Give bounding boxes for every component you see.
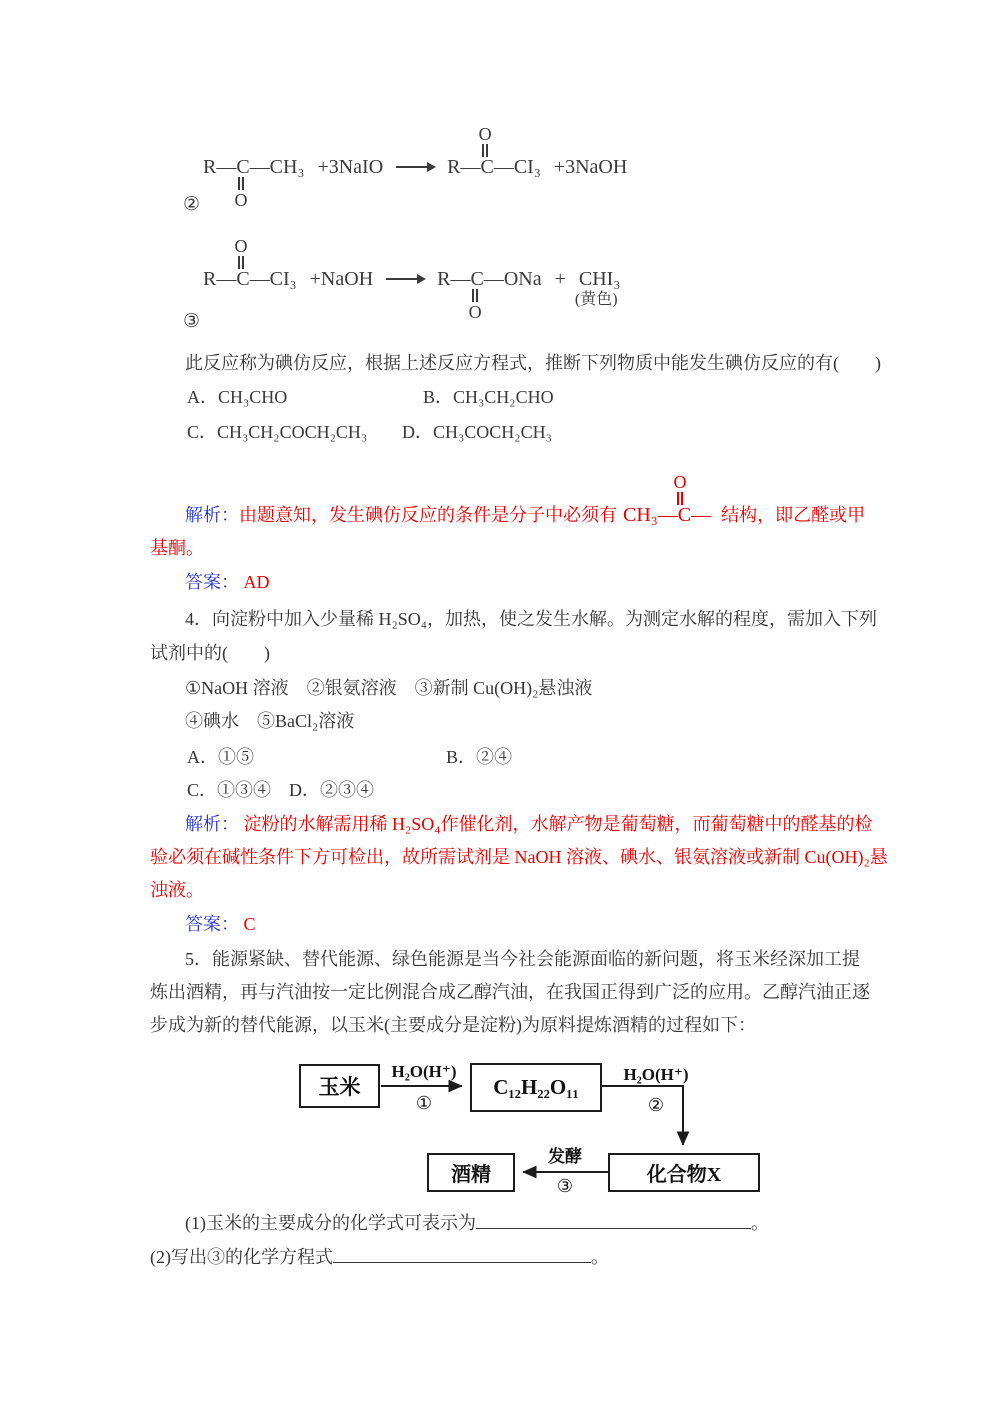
oxygen-label: O (468, 302, 482, 322)
double-bond-icon (238, 256, 244, 269)
step3-condition-label: 发酵 (548, 1147, 582, 1166)
answer-blank (476, 1213, 751, 1229)
double-bond-icon (238, 177, 244, 190)
arrow-step2 (602, 1086, 683, 1145)
answer-label: 答案： (185, 914, 239, 934)
q3-analysis-line1 (185, 472, 866, 527)
subquestion-1 (185, 1211, 769, 1235)
carbonyl-group-below (233, 177, 249, 209)
q3-option-b (423, 385, 554, 409)
diagram-box-alcohol: 酒精 (427, 1153, 515, 1192)
double-bond-icon (677, 492, 683, 505)
q4-analysis-line2: 验必须在碱性条件下方可检出，故所需试剂是 NaOH 溶液、碘水、银氨溶液或新制 Cu(OH)₂悬 (150, 847, 888, 867)
eq3-rhs-formula: R—C—ONa (437, 268, 542, 290)
eq3-plus: + (554, 268, 566, 290)
step1-number: ① (415, 1093, 433, 1113)
q4-options-cd: C．①③④ D．②③④ (187, 780, 375, 800)
oxygen-label: O (478, 124, 492, 144)
product-color-note: (黄色) (574, 291, 618, 308)
period: 。 (751, 1213, 769, 1233)
period: 。 (591, 1247, 609, 1267)
option-formula: CH₃CH₂CHO (453, 387, 554, 407)
reaction-arrow-icon (386, 278, 424, 285)
q4-reagents-line1: ①NaOH 溶液 ②银氨溶液 ③新制 Cu(OH)₂悬浊液 (185, 678, 593, 698)
subquestion-2 (150, 1245, 609, 1269)
option-label: C． (187, 422, 218, 442)
answer-blank (333, 1247, 591, 1263)
answer-value: C (243, 914, 256, 934)
q4-analysis-line3: 浊液。 (150, 880, 204, 900)
eq3-lhs-formula: R—C—CI₃ (203, 268, 297, 290)
double-bond-icon (472, 289, 478, 302)
iodoform-product (574, 267, 621, 309)
chem-triiodide-right (447, 124, 541, 179)
option-formula: CH₃COCH₂CH₃ (433, 422, 552, 442)
q3-option-a (187, 385, 287, 409)
carbonyl-group-above (233, 237, 249, 269)
analysis-text-before: 由题意知，发生碘仿反应的条件是分子中必须有 (239, 505, 617, 525)
step1-condition-label: H₂O(H⁺) (391, 1062, 457, 1081)
equation-3 (203, 236, 621, 322)
option-label: A． (187, 387, 218, 407)
eq3-reagent: +NaOH (309, 268, 374, 290)
chem-ketone-left (203, 155, 305, 210)
subquestion-1-text: (1)玉米的主要成分的化学式可表示为 (185, 1213, 476, 1233)
eq3-product-formula: CHI₃ (578, 268, 621, 290)
subquestion-2-text: (2)写出③的化学方程式 (150, 1247, 333, 1267)
q5-stem-line3: 步成为新的替代能源，以玉米(主要成分是淀粉)为原料提炼酒精的过程如下： (150, 1015, 756, 1035)
q4-answer-line (185, 912, 256, 936)
carbonyl-group-above (672, 473, 688, 505)
q4-option-a: A．①⑤ (187, 747, 254, 767)
structure-formula: CH₃—C— (623, 504, 712, 526)
carbonyl-group-below (467, 289, 483, 321)
eq2-rhs-formula: R—C—CI₃ (447, 156, 541, 178)
q5-stem-line2: 炼出酒精，再与汽油按一定比例混合成乙醇汽油，在我国正得到广泛的应用。乙醇汽油正逐 (150, 982, 870, 1002)
q4-option-b: B．②④ (446, 747, 513, 767)
diagram-box-compound-x: 化合物X (608, 1153, 760, 1192)
q5-stem-line1: 5．能源紧缺、替代能源、绿色能源是当今社会能源面临的新问题，将玉米经深加工提 (185, 949, 860, 969)
eq2-reagent: +3NaIO (317, 156, 384, 178)
q4-reagents-line2: ④碘水 ⑤BaCl₂溶液 (185, 711, 355, 731)
step2-number: ② (647, 1095, 665, 1115)
step2-condition-label: H₂O(H⁺) (623, 1065, 689, 1084)
reaction-arrow-icon (396, 166, 434, 173)
analysis-text-after: 结构，即乙醛或甲 (721, 505, 866, 525)
analysis-text: 淀粉的水解需用稀 H₂SO₄作催化剂，水解产物是葡萄糖，而葡萄糖中的醛基的检 (243, 814, 873, 834)
option-label: B． (423, 387, 454, 407)
equation-2-number: ② (183, 194, 201, 215)
oxygen-label: O (673, 472, 687, 492)
oxygen-label: O (234, 190, 248, 210)
q3-stem: 此反应称为碘仿反应，根据上述反应方程式，推断下列物质中能发生碘仿反应的有( ) (185, 353, 881, 373)
chem-methyl-carbonyl-structure (623, 472, 712, 527)
equation-3-number: ③ (183, 311, 201, 332)
option-formula: CH₃CHO (218, 387, 288, 407)
step3-number: ③ (556, 1176, 574, 1196)
option-label: D． (402, 422, 433, 442)
double-bond-icon (482, 144, 488, 157)
chem-triiodide-left (203, 236, 297, 291)
answer-value: AD (243, 572, 270, 592)
diagram-box-sucrose: C₁₂H₂₂O₁₁ (470, 1063, 602, 1112)
q4-stem-line1: 4．向淀粉中加入少量稀 H₂SO₄，加热，使之发生水解。为测定水解的程度，需加入下列 (185, 609, 878, 629)
q3-option-d (402, 420, 552, 444)
chem-carboxylate-right (437, 267, 542, 322)
q3-answer-line (185, 570, 270, 594)
equation-2 (203, 124, 628, 210)
q4-stem-line2: 试剂中的( ) (150, 643, 270, 663)
analysis-label: 解析： (185, 814, 239, 834)
eq2-byproduct: +3NaOH (553, 156, 628, 178)
oxygen-label: O (234, 236, 248, 256)
diagram-box-corn: 玉米 (299, 1064, 380, 1108)
option-formula: CH₃CH₂COCH₂CH₃ (217, 422, 368, 442)
eq2-lhs-formula: R—C—CH₃ (203, 156, 305, 178)
q3-option-c (187, 420, 367, 444)
process-flow-diagram (280, 1055, 800, 1205)
carbonyl-group-above (477, 125, 493, 157)
analysis-label: 解析： (185, 505, 239, 525)
answer-label: 答案： (185, 572, 239, 592)
q3-analysis-line2: 基酮。 (150, 538, 204, 558)
q4-analysis-line1 (185, 812, 873, 836)
